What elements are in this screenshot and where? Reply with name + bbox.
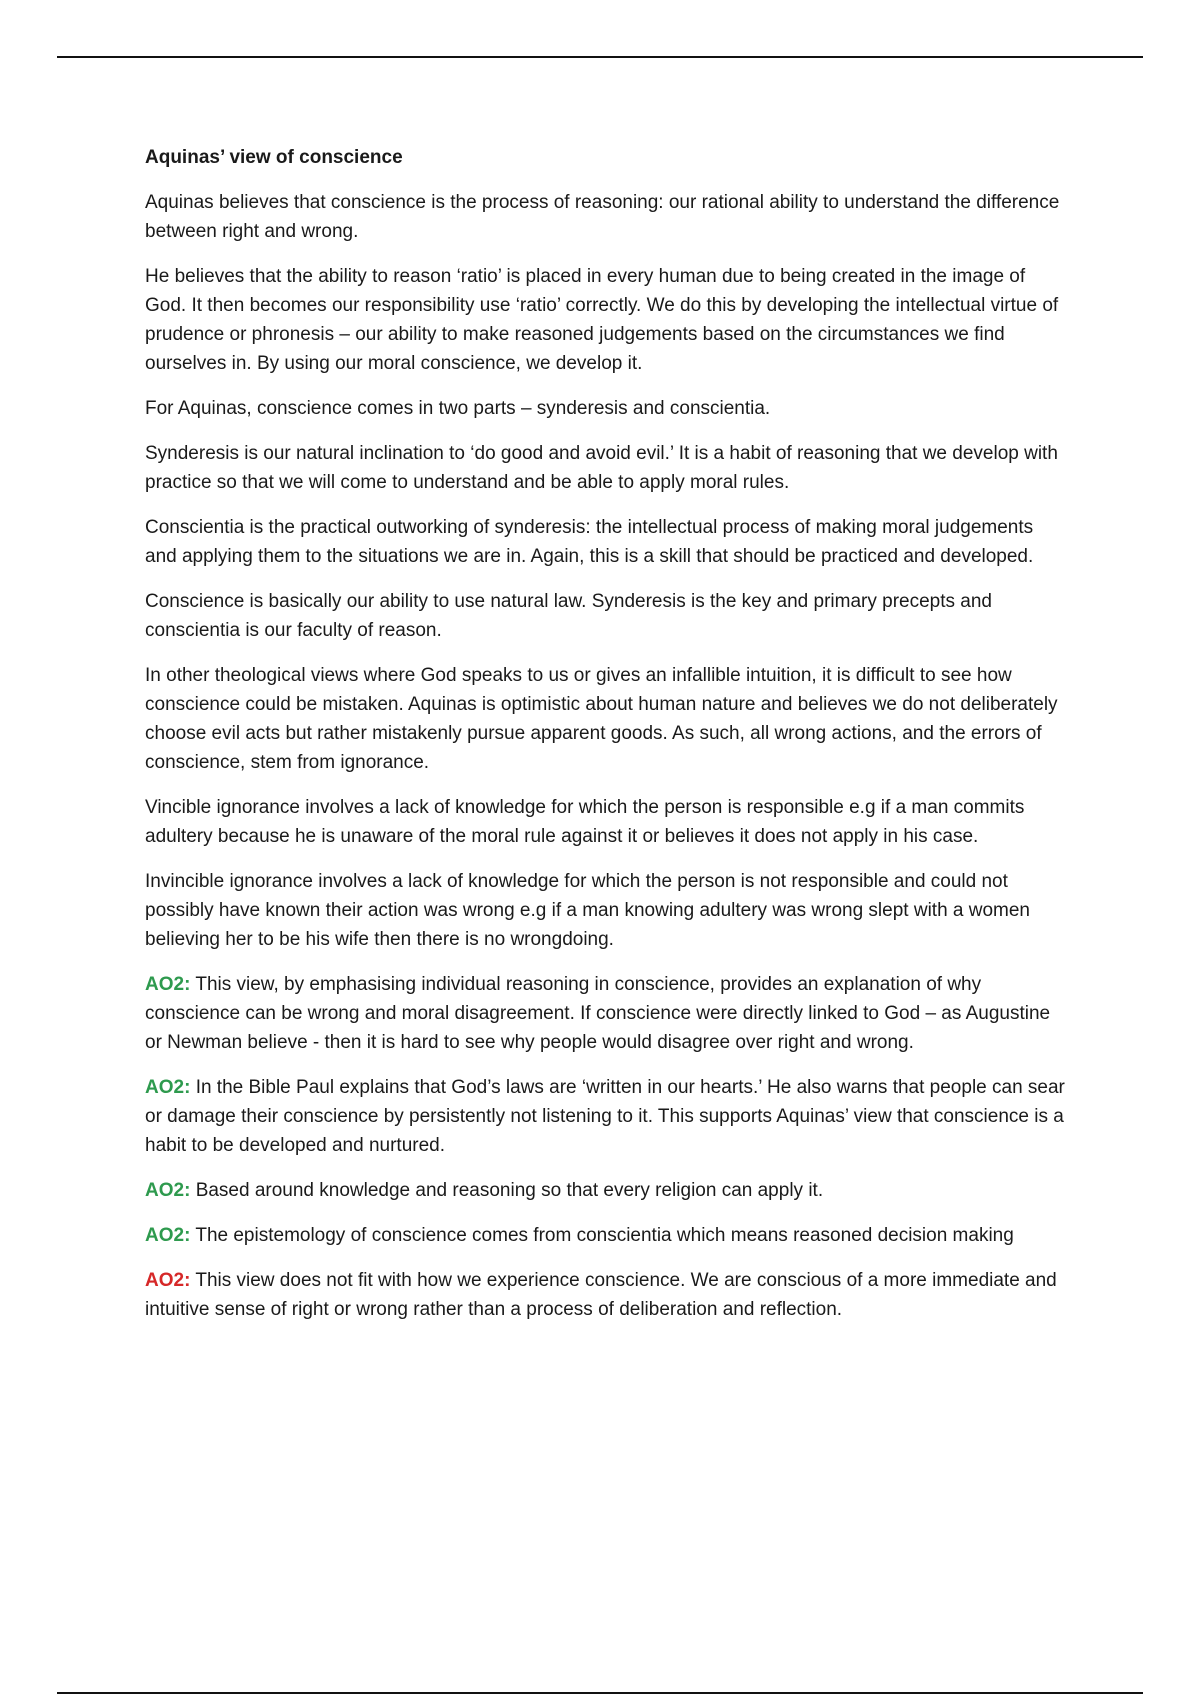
evaluation-text: The epistemology of conscience comes from conscientia which means reasoned decision making [195,1225,1014,1246]
evaluation-text: In the Bible Paul explains that God’s laws are ‘written in our hearts.’ He also warns that people can sear or damage their conscience by persistently not listening to it. This supports Aquinas’ view that conscience is a habit to be developed and nurtured. [145,1077,1065,1156]
paragraph-invincible-ignorance: Invincible ignorance involves a lack of knowledge for which the person is not responsible and could not possibly have known their action was wrong e.g if a man knowing adultery was wrong slept with a women believing her to be his wife then there is no wrongdoing. [145,871,1031,950]
ao2-label: AO2: [145,1077,191,1098]
bottom-rule [57,1692,1143,1694]
evaluation-text: This view, by emphasising individual reasoning in conscience, provides an explanation of why conscience can be wrong and moral disagreement. If conscience were directly linked to God – as Augustine or Newman believe - then it is hard to see why people would disagree over right and wrong. [145,974,1051,1053]
evaluation-paragraph [145,1221,1065,1250]
ao2-label: AO2: [145,974,191,995]
evaluation-paragraph [145,1073,1065,1160]
evaluation-paragraph [145,970,1065,1057]
evaluation-text: This view does not fit with how we experience conscience. We are conscious of a more immediate and intuitive sense of right or wrong rather than a process of deliberation and reflection. [145,1270,1057,1320]
ao2-label: AO2: [145,1180,191,1201]
ao2-label-critical: AO2: [145,1270,191,1291]
paragraph-vincible-ignorance: Vincible ignorance involves a lack of knowledge for which the person is responsible e.g if a man commits adultery because he is unaware of the moral rule against it or believes it does not apply in his case. [145,797,1025,847]
paragraph-natural-law: Conscience is basically our ability to use natural law. Synderesis is the key and primary precepts and conscientia is our faculty of reason. [145,591,992,641]
top-rule [57,56,1143,58]
document-title: Aquinas’ view of conscience [145,147,403,168]
document-body [145,143,1065,1340]
paragraph-two-parts: For Aquinas, conscience comes in two parts – synderesis and conscientia. [145,398,771,419]
evaluation-paragraph [145,1176,1065,1205]
paragraph-reasoning: Aquinas believes that conscience is the process of reasoning: our rational ability to understand the difference between right and wrong. [145,192,1060,242]
paragraph-synderesis: Synderesis is our natural inclination to ‘do good and avoid evil.’ It is a habit of reasoning that we develop with practice so that we will come to understand and be able to apply moral rules. [145,443,1058,493]
paragraph-theological-views: In other theological views where God speaks to us or gives an infallible intuition, it is difficult to see how conscience could be mistaken. Aquinas is optimistic about human nature and believes we do not deliberately choose evil acts but rather mistakenly pursue apparent goods. As such, all wrong actions, and the errors of conscience, stem from ignorance. [145,665,1058,773]
evaluation-paragraph [145,1266,1065,1324]
paragraph-conscientia: Conscientia is the practical outworking of synderesis: the intellectual process of making moral judgements and applying them to the situations we are in. Again, this is a skill that should be practiced and developed. [145,517,1034,567]
evaluation-text: Based around knowledge and reasoning so that every religion can apply it. [195,1180,824,1201]
paragraph-ratio: He believes that the ability to reason ‘ratio’ is placed in every human due to being created in the image of God. It then becomes our responsibility use ‘ratio’ correctly. We do this by developing the intellectual virtue of prudence or phronesis – our ability to make reasoned judgements based on the circumstances we find ourselves in. By using our moral conscience, we develop it. [145,266,1059,374]
ao2-label: AO2: [145,1225,191,1246]
